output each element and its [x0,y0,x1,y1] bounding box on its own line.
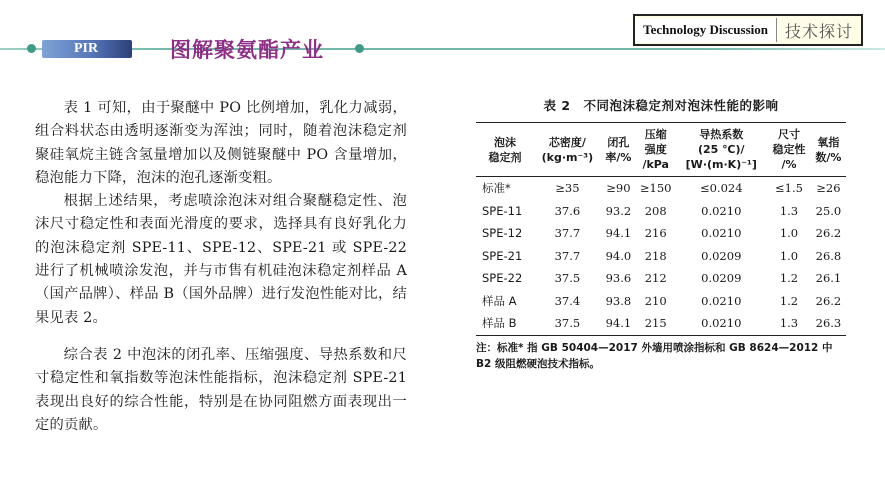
table-cell: 210 [644,293,667,308]
column-header: 氧指 数/% [815,135,842,164]
table-cell: ≥150 [639,181,672,196]
table-cell: 1.0 [779,226,799,241]
column-header: 导热系数 (25 ℃)/ [W·(m·K)⁻¹] [685,128,757,171]
table-cell: 1.2 [779,293,799,308]
table-row [476,200,846,223]
table-cell: 26.8 [815,248,842,263]
row-label-cell: SPE-11 [482,203,523,218]
table-cell: 37.6 [554,203,581,218]
table-cell: 37.7 [554,226,581,241]
table-cell: 218 [644,248,667,263]
table-2-container [476,96,846,372]
divider-dot-left [27,44,36,53]
table-cell: 93.8 [605,293,632,308]
row-label-cell: 样品 B [482,316,517,331]
table-cell: 26.2 [815,226,842,241]
table-cell: ≥26 [816,181,841,196]
table-row [476,222,846,245]
table-cell: 94.1 [605,316,632,331]
table-header-row [476,123,846,177]
table-cell: 0.0209 [701,248,742,263]
table-cell: 94.0 [605,248,632,263]
column-header: 芯密度/ (kg·m⁻³) [541,135,594,164]
badge-chinese-label: 技术探讨 [784,21,853,41]
table-cell: 1.0 [779,248,799,263]
table-cell: 208 [644,203,667,218]
row-label-cell: 标准* [482,181,511,196]
table-cell: 0.0210 [701,226,742,241]
column-header: 泡沫 稳定剂 [488,135,522,164]
column-header: 闭孔 率/% [605,135,632,164]
table-cell: ≤0.024 [699,181,743,196]
table-row [476,290,846,313]
table-cell: 37.5 [554,316,581,331]
table-cell: 0.0210 [701,316,742,331]
table-cell: 26.3 [815,316,842,331]
pir-tag: PIR [42,40,132,58]
table-cell: 26.1 [815,271,842,286]
table-cell: 93.6 [605,271,632,286]
paragraph-1: 表 1 可知，由于聚醚中 PO 比例增加，乳化力减弱，组合料状态由透明逐渐变为浑浊；同时，随着泡沫稳定剂聚硅氧烷主链含氢量增加以及侧链聚醚中 PO 含量增加，稳泡能力下降，泡沫的泡孔逐渐变粗。 [35,100,407,186]
table-cell: 93.2 [605,203,632,218]
table-cell: 216 [644,226,667,241]
divider-dot-right [355,44,364,53]
foam-properties-table [476,122,846,336]
table-cell: 1.3 [779,316,799,331]
table-cell: ≤1.5 [775,181,803,196]
table-note: 注：标准* 指 GB 50404—2017 外墙用喷涂指标和 GB 8624—2012 中 B2 级阻燃硬泡技术指标。 [476,341,833,370]
row-label-cell: SPE-21 [482,248,523,263]
table-cell: 94.1 [605,226,632,241]
table-row [476,177,846,200]
table-cell: 37.7 [554,248,581,263]
table-cell: 0.0209 [701,271,742,286]
section-title: 图解聚氨酯产业 [170,38,324,62]
table-cell: 212 [644,271,667,286]
table-title: 表 2 不同泡沫稳定剂对泡沫性能的影响 [543,98,779,113]
badge-english-label: Technology Discussion [635,18,777,42]
table-cell: 1.3 [779,203,799,218]
column-header: 尺寸 稳定性 /% [772,128,806,171]
table-cell: 26.2 [815,293,842,308]
table-row [476,245,846,268]
article-body [35,97,407,437]
paragraph-2: 根据上述结果，考虑喷涂泡沫对组合聚醚稳定性、泡沫尺寸稳定性和表面光滑度的要求，选择具有良好乳化力的泡沫稳定剂 SPE-11、SPE-12、SPE-21 或 SPE-22 进行了机械喷涂发泡，并与市售有机硅泡沫稳定剂样品 A（国产品牌）、样品 B（国外品牌）进行发泡性能对比，结果见表 2。 [35,193,407,326]
table-cell: 37.5 [554,271,581,286]
row-label-cell: SPE-12 [482,226,523,241]
header-divider-line [0,48,885,50]
table-cell: ≥35 [555,181,580,196]
table-body [476,177,846,336]
row-label-cell: SPE-22 [482,271,523,286]
table-cell: 25.0 [815,203,842,218]
table-row [476,267,846,290]
paragraph-3: 综合表 2 中泡沫的闭孔率、压缩强度、导热系数和尺寸稳定性和氧指数等泡沫性能指标，泡沫稳定剂 SPE-21 表现出良好的综合性能，特别是在协同阻燃方面表现出一定的贡献。 [35,346,407,433]
table-cell: ≥90 [606,181,631,196]
table-cell: 0.0210 [701,293,742,308]
table-row [476,312,846,335]
technology-discussion-badge [633,14,863,46]
table-cell: 1.2 [779,271,799,286]
table-cell: 37.4 [554,293,581,308]
table-cell: 0.0210 [701,203,742,218]
row-label-cell: 样品 A [482,293,517,308]
column-header: 压缩 强度 /kPa [642,128,669,171]
table-cell: 215 [644,316,667,331]
